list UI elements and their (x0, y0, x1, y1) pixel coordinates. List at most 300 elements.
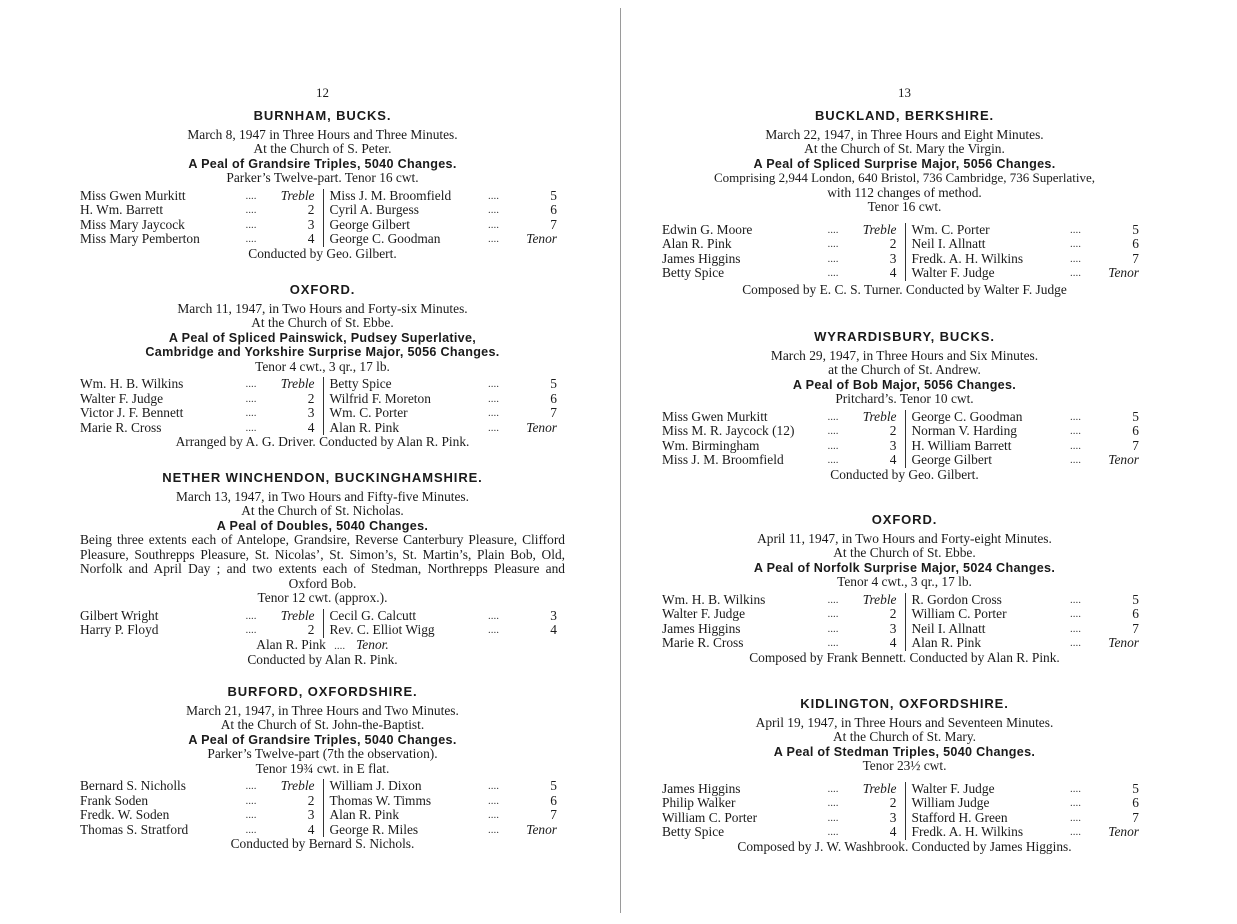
bell-number: 3 (550, 607, 557, 623)
bell-number: Tenor (526, 231, 557, 246)
leader-dots: .... (827, 797, 839, 809)
peal-location: OXFORD. (871, 512, 938, 527)
ringer-row (912, 622, 1148, 637)
ringer-row (80, 218, 323, 233)
ringer-name: Betty Spice (329, 376, 392, 391)
ringer-row (330, 406, 566, 421)
leader-dots: .... (488, 189, 499, 202)
leader-dots: .... (1070, 439, 1081, 452)
bell-number: Treble (280, 778, 315, 793)
leader-dots: .... (488, 233, 499, 245)
bell-number: 5 (550, 376, 557, 391)
extra-ringer-name: Alan R. Pink (256, 636, 326, 652)
bell-number: 4 (307, 419, 315, 435)
leader-dots: .... (1070, 608, 1081, 620)
ringers-band (80, 189, 565, 247)
peal-church: At the Church of St. Ebbe. (251, 315, 394, 330)
bell-number: 5 (1132, 780, 1139, 796)
peal-church: At the Church of St. Nicholas. (241, 503, 404, 518)
ringer-name: Alan R. Pink (329, 807, 400, 822)
leader-dots: .... (1070, 782, 1081, 795)
ringer-name: Fredk. A. H. Wilkins (911, 250, 1024, 266)
ringer-row (912, 593, 1148, 608)
bell-number: 2 (889, 795, 897, 810)
ringer-row (80, 823, 323, 838)
ringer-row (80, 794, 323, 809)
ringer-row (662, 266, 905, 281)
bell-number: 4 (889, 635, 897, 650)
peal-detail: Pritchard’s. Tenor 10 cwt. (835, 391, 974, 406)
peal-detail: Tenor 4 cwt., 3 qr., 17 lb. (837, 574, 972, 589)
leader-dots: .... (245, 624, 257, 636)
ringer-row (912, 439, 1148, 454)
peal-date: March 29, 1947, in Three Hours and Six Minutes. (770, 347, 1039, 363)
leader-dots: .... (1070, 425, 1081, 437)
leader-dots: .... (827, 425, 839, 437)
ringers-band (80, 609, 565, 638)
ringer-name: James Higgins (662, 620, 741, 636)
leader-dots: .... (1070, 622, 1081, 635)
ringer-row (80, 189, 323, 204)
ringer-row (662, 782, 905, 797)
bell-number: Treble (862, 780, 897, 796)
peal-location: NETHER WINCHENDON, BUCKINGHAMSHIRE. (162, 470, 483, 485)
ringer-name: Wm. C. Porter (329, 405, 408, 420)
ringer-name: Stafford H. Green (911, 809, 1008, 825)
ringer-row (662, 593, 905, 608)
ringer-name: Walter F. Judge (911, 780, 995, 796)
bell-number: 7 (550, 807, 557, 822)
peal-church: At the Church of St. Ebbe. (833, 545, 976, 560)
leader-dots: .... (245, 407, 257, 419)
bell-number: 2 (889, 236, 897, 251)
page-number: 12 (316, 85, 329, 100)
ringer-name: Betty Spice (662, 265, 725, 280)
bell-number: 7 (550, 405, 557, 420)
peal-detail: Tenor 12 cwt. (approx.). (257, 590, 388, 605)
ringer-row (912, 410, 1148, 425)
leader-dots: .... (488, 218, 499, 231)
ringer-row (662, 622, 905, 637)
peal-title: A Peal of Spliced Surprise Major, 5056 Changes. (753, 156, 1056, 171)
ringer-row (912, 453, 1148, 468)
ringer-name: William C. Porter (911, 606, 1007, 621)
bell-number: 2 (889, 606, 897, 621)
leader-dots: .... (1070, 410, 1081, 423)
ringer-row (330, 609, 566, 624)
ringer-row (330, 392, 566, 407)
ringer-row (912, 424, 1148, 439)
leader-dots: .... (245, 218, 257, 231)
ringer-row (80, 808, 323, 823)
leader-dots: .... (245, 378, 257, 390)
peal-title: A Peal of Spliced Painswick, Pudsey Superlative, (168, 330, 477, 345)
peal-footer: Composed by J. W. Washbrook. Conducted by James Higgins. (737, 838, 1072, 854)
leader-dots: .... (827, 454, 839, 466)
bell-number: 4 (889, 452, 897, 467)
bell-number: 2 (889, 423, 897, 438)
peal-detail: Parker’s Twelve-part. Tenor 16 cwt. (226, 170, 419, 185)
leader-dots: .... (827, 622, 839, 635)
ringer-row (662, 796, 905, 811)
ringer-row (912, 636, 1148, 651)
ringer-row (330, 232, 566, 247)
peal-record (80, 283, 565, 450)
leader-dots: .... (245, 809, 257, 821)
bell-number: 5 (1132, 408, 1139, 424)
ringer-row (912, 782, 1148, 797)
bell-number: Treble (280, 187, 315, 203)
extra-ringer-row: Alan R. Pink .... Tenor. (256, 636, 389, 652)
ringers-left-column (662, 593, 905, 651)
leader-dots: .... (1070, 593, 1081, 606)
leader-dots: .... (488, 780, 499, 792)
ringer-name: William Judge (911, 795, 990, 810)
peal-date: March 13, 1947, in Two Hours and Fifty-five Minutes. (175, 488, 469, 504)
ringer-name: Wilfrid F. Moreton (329, 390, 431, 406)
ringer-name: George C. Goodman (911, 408, 1023, 424)
peal-footer: Conducted by Geo. Gilbert. (248, 245, 397, 261)
bell-number: Tenor (1108, 452, 1139, 467)
bell-number: 4 (889, 265, 897, 280)
ringer-name: Cyril A. Burgess (329, 202, 419, 217)
bell-number: 3 (307, 807, 315, 822)
leader-dots: .... (245, 421, 257, 434)
bell-number: Treble (280, 376, 315, 391)
ringers-left-column (662, 223, 905, 281)
ringer-row (330, 189, 566, 204)
ringers-band (662, 223, 1147, 281)
bell-number: Tenor (526, 419, 557, 435)
bell-number: Treble (280, 607, 315, 623)
peal-record (80, 471, 565, 668)
leader-dots: .... (1070, 797, 1081, 809)
leader-dots: .... (827, 637, 839, 649)
leader-dots: .... (827, 811, 839, 824)
ringer-row (912, 237, 1148, 252)
bell-number: 2 (307, 202, 315, 217)
bell-number: 5 (1132, 591, 1139, 607)
leader-dots: .... (827, 826, 839, 838)
peal-location: WYRARDISBURY, BUCKS. (814, 329, 995, 344)
peal-date: March 22, 1947, in Three Hours and Eight Minutes. (765, 126, 1044, 142)
ringer-name: Walter F. Judge (80, 390, 164, 406)
leader-dots: .... (1070, 637, 1081, 649)
bell-number: 7 (1132, 620, 1139, 636)
peal-title: A Peal of Norfolk Surprise Major, 5024 Changes. (753, 560, 1056, 575)
ringer-row (80, 406, 323, 421)
peal-detail-line2: with 112 changes of method. (827, 184, 982, 200)
ringer-row (80, 203, 323, 218)
leader-dots: .... (827, 608, 839, 620)
ringer-row (912, 223, 1148, 238)
book-spine (620, 8, 621, 913)
ringer-name: Miss Mary Jaycock (80, 216, 185, 232)
bell-number: Treble (862, 408, 897, 424)
ringer-row (80, 392, 323, 407)
peal-record (662, 697, 1147, 854)
ringer-row (662, 811, 905, 826)
ringer-name: Wm. C. Porter (911, 221, 990, 237)
ringer-row (80, 377, 323, 392)
bell-number: 6 (550, 202, 557, 217)
peal-description: Being three extents each of Antelope, Grandsire, Reverse Canterbury Pleasure, Clifford Pleasure, Southrepps Pleasure, St. Nicolas’, St. Simon’s, St. Martin’s, Plain Bob, Old, Norfolk and April Day ; and two extents each of Stedman, Northrepps Pleasure and Oxford Bob. (80, 532, 565, 591)
bell-number: Treble (862, 591, 897, 607)
ringer-row (330, 377, 566, 392)
bell-number: Tenor (1108, 265, 1139, 280)
leader-dots: .... (488, 609, 499, 622)
peal-footer: Conducted by Bernard S. Nichols. (230, 836, 415, 851)
peal-footer: Conducted by Alan R. Pink. (247, 652, 398, 667)
ringers-left-column (80, 189, 323, 247)
peal-location: BURFORD, OXFORDSHIRE. (227, 684, 418, 699)
leader-dots: .... (245, 823, 257, 836)
bell-number: 3 (307, 405, 315, 420)
ringer-name: Rev. C. Elliot Wigg (329, 622, 435, 637)
bell-number: 6 (1132, 795, 1139, 810)
peal-record (80, 109, 565, 261)
ringer-name: George Gilbert (911, 452, 992, 467)
ringer-row (912, 266, 1148, 281)
ringer-name: Miss Mary Pemberton (80, 231, 200, 246)
peal-location: OXFORD. (289, 282, 356, 297)
ringer-name: Cecil G. Calcutt (329, 607, 417, 623)
leader-dots: .... (1070, 811, 1081, 824)
ringer-name: George Gilbert (329, 216, 410, 232)
ringer-row (330, 421, 566, 436)
bell-number: 2 (307, 390, 315, 406)
ringers-right-column (905, 782, 1148, 840)
ringer-row (662, 453, 905, 468)
bell-number: 4 (307, 821, 315, 837)
peal-footer: Arranged by A. G. Driver. Conducted by Alan R. Pink. (175, 434, 470, 449)
ringer-row (330, 218, 566, 233)
ringer-name: Victor J. F. Bennett (80, 405, 184, 420)
ringers-right-column (905, 223, 1148, 281)
bell-number: 7 (1132, 250, 1139, 266)
ringer-name: Wm. Birmingham (662, 437, 760, 453)
peal-church: at the Church of St. Andrew. (828, 362, 981, 377)
bell-number: Tenor (1108, 635, 1139, 650)
leader-dots: .... (245, 233, 257, 245)
ringer-row (912, 796, 1148, 811)
bell-number: 4 (307, 231, 315, 246)
leader-dots: .... (827, 252, 839, 265)
peal-date: March 11, 1947, in Two Hours and Forty-six Minutes. (177, 300, 468, 316)
leader-dots: .... (488, 407, 499, 419)
ringer-name: Miss Gwen Murkitt (80, 187, 186, 203)
ringers-band (662, 410, 1147, 468)
ringer-row (912, 811, 1148, 826)
peal-record (80, 685, 565, 852)
peal-date: March 8, 1947 in Three Hours and Three Minutes. (187, 126, 458, 142)
bell-number: 3 (307, 216, 315, 232)
ringer-name: Thomas W. Timms (329, 792, 432, 808)
bell-number: 3 (889, 250, 897, 266)
bell-number: 5 (550, 778, 557, 793)
leader-dots: .... (245, 204, 257, 216)
ringer-name: Marie R. Cross (80, 419, 162, 435)
leader-dots: .... (1070, 826, 1081, 838)
ringer-name: Norman V. Harding (911, 423, 1018, 438)
peal-footer: Composed by E. C. S. Turner. Conducted by Walter F. Judge (742, 281, 1067, 297)
peal-title: A Peal of Grandsire Triples, 5040 Changes. (188, 732, 457, 747)
ringer-row (80, 232, 323, 247)
peal-footer: Composed by Frank Bennett. Conducted by Alan R. Pink. (749, 649, 1060, 665)
leader-dots: .... (488, 378, 499, 390)
peal-location: BUCKLAND, BERKSHIRE. (814, 108, 995, 123)
ringer-row (662, 410, 905, 425)
ringer-name: R. Gordon Cross (911, 591, 1002, 607)
ringer-name: Bernard S. Nicholls (80, 778, 186, 793)
leader-dots: .... (827, 223, 839, 236)
bell-number: 6 (1132, 423, 1139, 438)
peal-detail: Comprising 2,944 London, 640 Bristol, 736 Cambridge, 736 Superlative, (714, 170, 1095, 185)
bell-number: Tenor (526, 821, 557, 837)
ringers-band (662, 782, 1147, 840)
ringer-name: Edwin G. Moore (662, 221, 753, 237)
leader-dots: .... (488, 809, 499, 821)
ringer-name: Fredk. W. Soden (80, 807, 170, 822)
leader-dots: .... (488, 204, 499, 216)
ringer-name: Harry P. Floyd (80, 622, 159, 637)
leader-dots: .... (488, 624, 499, 636)
leader-dots: .... (827, 410, 839, 423)
ringer-row (80, 779, 323, 794)
leader-dots: .... (488, 421, 499, 434)
leader-dots: .... (1070, 267, 1081, 279)
ringer-name: William J. Dixon (329, 778, 422, 793)
ringer-row (330, 823, 566, 838)
bell-number: 7 (1132, 437, 1139, 453)
leader-dots: .... (488, 823, 499, 836)
peal-title: A Peal of Bob Major, 5056 Changes. (792, 377, 1017, 392)
ringer-row (912, 607, 1148, 622)
ringers-left-column (80, 609, 323, 638)
peal-church: At the Church of St. John-the-Baptist. (220, 717, 425, 732)
bell-number: 3 (889, 620, 897, 636)
ringer-name: H. William Barrett (911, 437, 1012, 453)
peal-location: KIDLINGTON, OXFORDSHIRE. (800, 696, 1009, 711)
leader-dots: .... (488, 392, 499, 405)
peal-title: A Peal of Grandsire Triples, 5040 Changes. (188, 156, 457, 171)
ringers-right-column (323, 377, 566, 435)
ringer-name: Miss Gwen Murkitt (662, 408, 768, 424)
ringer-name: Miss J. M. Broomfield (662, 452, 784, 467)
peal-detail: Tenor 4 cwt., 3 qr., 17 lb. (255, 358, 390, 374)
peal-title: A Peal of Stedman Triples, 5040 Changes. (773, 744, 1036, 759)
ringers-left-column (662, 782, 905, 840)
ringer-name: Betty Spice (662, 824, 725, 839)
ringers-band (80, 377, 565, 435)
bell-number: 6 (550, 390, 557, 406)
ringers-right-column (323, 779, 566, 837)
ringer-row (662, 252, 905, 267)
ringer-row (912, 252, 1148, 267)
ringer-row (330, 203, 566, 218)
bell-number: 3 (889, 809, 897, 825)
ringer-row (80, 609, 323, 624)
bell-number: 4 (550, 622, 557, 637)
bell-number: 7 (550, 216, 557, 232)
ringer-row (662, 607, 905, 622)
ringer-name: Walter F. Judge (911, 265, 995, 280)
ringer-row (662, 825, 905, 840)
extra-ringer-bell: Tenor. (356, 636, 389, 652)
ringer-name: Alan R. Pink (329, 419, 400, 435)
peal-date: April 11, 1947, in Two Hours and Forty-eight Minutes. (757, 530, 1052, 546)
ringer-row (330, 779, 566, 794)
peal-title: A Peal of Doubles, 5040 Changes. (216, 518, 429, 533)
leader-dots: .... (827, 238, 839, 250)
bell-number: 6 (1132, 606, 1139, 621)
leader-dots: .... (1070, 238, 1081, 250)
leader-dots: .... (245, 189, 257, 202)
ringer-row (80, 623, 323, 638)
ringer-row (662, 636, 905, 651)
bell-number: 7 (1132, 809, 1139, 825)
peal-detail-line2: Tenor 19¾ cwt. in E flat. (255, 760, 390, 776)
ringers-left-column (662, 410, 905, 468)
bell-number: 3 (889, 437, 897, 453)
leader-dots: .... (488, 794, 499, 807)
bell-number: Tenor (1108, 824, 1139, 839)
ringer-name: Miss M. R. Jaycock (12) (662, 423, 795, 438)
ringer-name: Walter F. Judge (662, 606, 746, 621)
peal-record (662, 109, 1147, 297)
peal-detail-line3: Tenor 16 cwt. (867, 199, 942, 214)
ringer-name: George C. Goodman (329, 231, 441, 246)
bell-number: 5 (1132, 221, 1139, 237)
leader-dots: .... (827, 593, 839, 606)
ringer-name: Marie R. Cross (662, 635, 744, 650)
bell-number: 4 (889, 824, 897, 839)
peal-detail: Tenor 23½ cwt. (862, 758, 947, 773)
peal-detail: Parker’s Twelve-part (7th the observation). (207, 746, 438, 761)
ringer-row (330, 808, 566, 823)
ringer-name: Neil I. Allnatt (911, 236, 986, 251)
ringer-name: Alan R. Pink (662, 236, 732, 251)
ringer-name: Miss J. M. Broomfield (329, 187, 452, 203)
ringers-right-column (905, 593, 1148, 651)
peal-record (662, 513, 1147, 665)
ringer-name: Fredk. A. H. Wilkins (911, 824, 1024, 839)
ringer-row (662, 439, 905, 454)
ringer-name: William C. Porter (662, 809, 758, 825)
leader-dots: .... (245, 609, 257, 622)
leader-dots: .... (245, 794, 257, 807)
leader-dots: .... (1070, 223, 1081, 236)
leader-dots: .... (245, 780, 257, 792)
ringers-right-column (905, 410, 1148, 468)
ringer-name: Philip Walker (662, 795, 736, 810)
peal-church: At the Church of St. Mary the Virgin. (804, 141, 1005, 156)
bell-number: Treble (862, 221, 897, 237)
ringer-name: H. Wm. Barrett (80, 202, 164, 217)
ringer-name: Alan R. Pink (911, 635, 982, 650)
ringers-band (662, 593, 1147, 651)
ringer-row (662, 223, 905, 238)
ringers-left-column (80, 377, 323, 435)
ringer-row (662, 237, 905, 252)
ringer-name: James Higgins (662, 780, 741, 796)
leader-dots: .... (827, 267, 839, 279)
ringer-name: Wm. H. B. Wilkins (662, 591, 766, 607)
ringers-right-column (323, 609, 566, 638)
leader-dots: .... (245, 392, 257, 405)
peal-date: March 21, 1947, in Three Hours and Two Minutes. (186, 702, 459, 718)
bell-number: 6 (550, 792, 557, 808)
